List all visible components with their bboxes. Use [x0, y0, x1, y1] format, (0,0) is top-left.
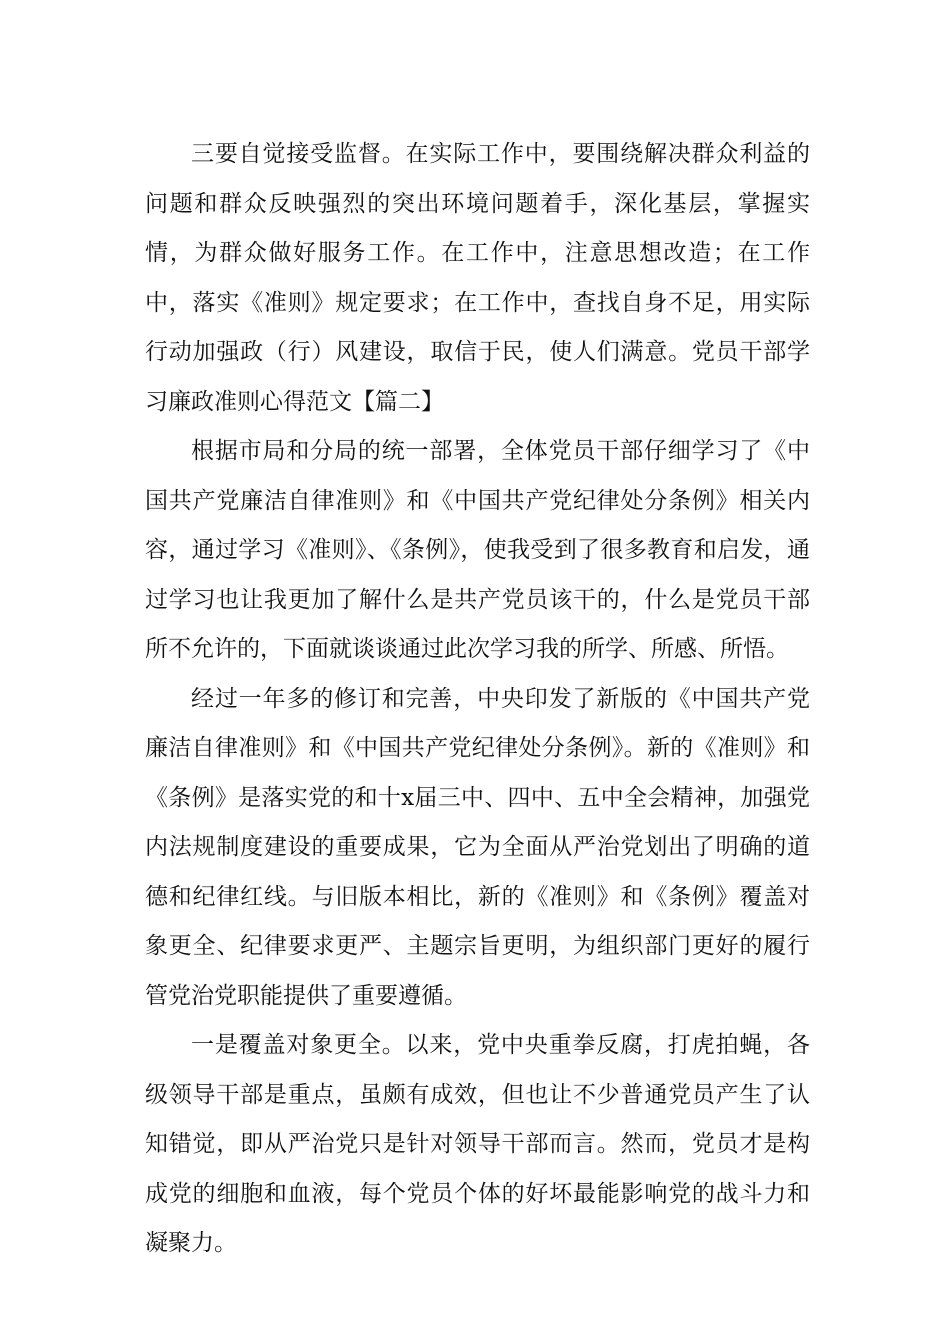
- document-body: [145, 130, 810, 1269]
- paragraph-study-background: 根据市局和分局的统一部署，全体党员干部仔细学习了《中国共产党廉洁自律准则》和《中国共产党纪律处分条例》相关内容，通过学习《准则》、《条例》，使我受到了很多教育和启发，通过学习也让我更加了解什么是共产党员该干的，什么是党员干部所不允许的，下面就谈谈通过此次学习我的所学、所感、所悟。: [145, 438, 810, 662]
- paragraph-revision: 经过一年多的修订和完善，中央印发了新版的《中国共产党廉洁自律准则》和《中国共产党纪律处分条例》。新的《准则》和《条例》是落实党的和十x届三中、四中、五中全会精神，加强党内法规制度建设的重要成果，它为全面从严治党划出了明确的道德和纪律红线。与旧版本相比，新的《准则》和《条例》覆盖对象更全、纪律要求更严、主题宗旨更明，为组织部门更好的履行管党治党职能提供了重要遵循。: [145, 685, 810, 1009]
- paragraph-coverage: 一是覆盖对象更全。以来，党中央重拳反腐，打虎拍蝇，各级领导干部是重点，虽颇有成效，但也让不少普通党员产生了认知错觉，即从严治党只是针对领导干部而言。然而，党员才是构成党的细胞和血液，每个党员个体的好坏最能影响党的战斗力和凝聚力。: [145, 1032, 810, 1256]
- paragraph-supervision: 三要自觉接受监督。在实际工作中，要围绕解决群众利益的问题和群众反映强烈的突出环境问题着手，深化基层，掌握实情，为群众做好服务工作。在工作中，注意思想改造；在工作中，落实《准则》规定要求；在工作中，查找自身不足，用实际行动加强政（行）风建设，取信于民，使人们满意。党员干部学习廉政准则心得范文【篇二】: [145, 141, 810, 415]
